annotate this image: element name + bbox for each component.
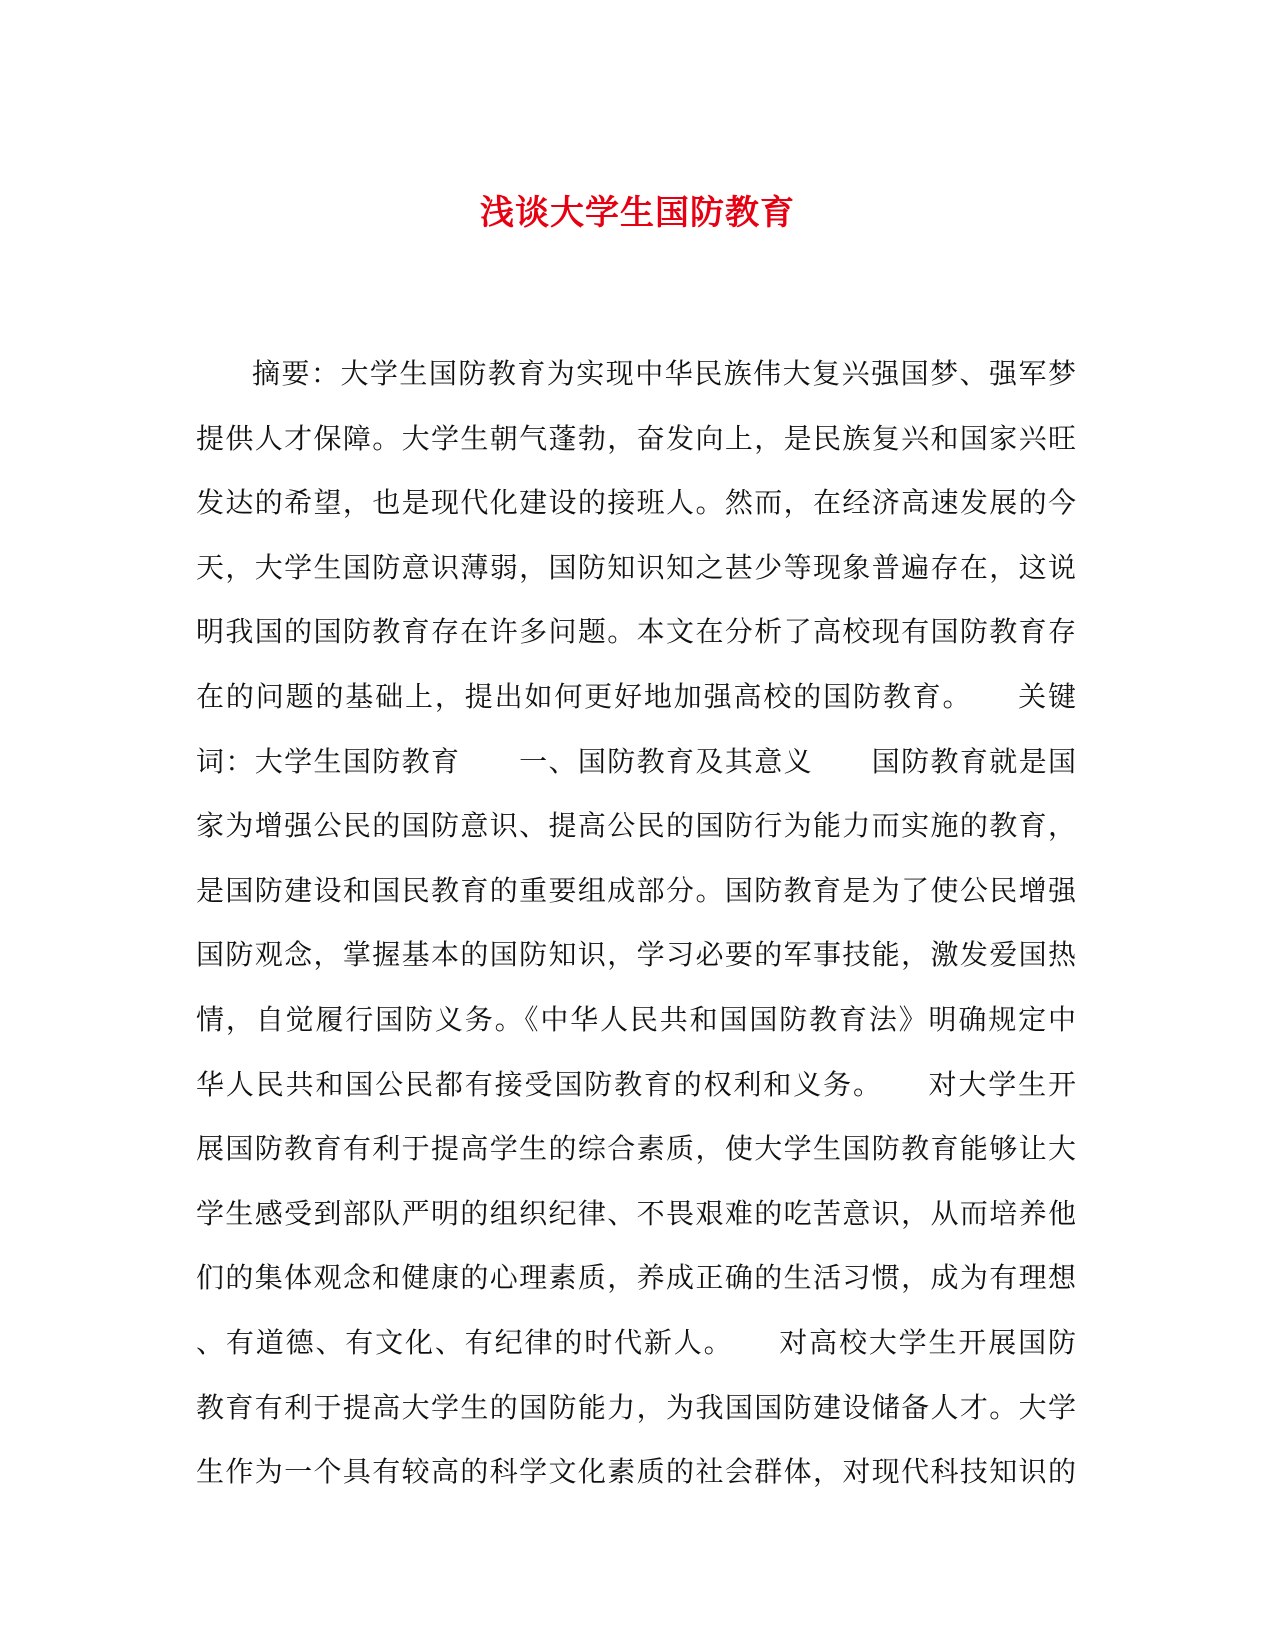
- body-line: 明我国的国防教育存在许多问题。本文在分析了高校现有国防教育存: [196, 615, 1076, 649]
- body-line: 学生感受到部队严明的组织纪律、不畏艰难的吃苦意识，从而培养他: [196, 1196, 1076, 1230]
- body-line: 国防观念，掌握基本的国防知识，学习必要的军事技能，激发爱国热: [196, 938, 1076, 972]
- body-line: 、有道德、有文化、有纪律的时代新人。 对高校大学生开展国防: [196, 1325, 1076, 1359]
- document-body: [196, 342, 1076, 1505]
- body-line: 天，大学生国防意识薄弱，国防知识知之甚少等现象普遍存在，这说: [196, 550, 1076, 584]
- body-line: 展国防教育有利于提高学生的综合素质，使大学生国防教育能够让大: [196, 1132, 1076, 1166]
- body-line: 是国防建设和国民教育的重要组成部分。国防教育是为了使公民增强: [196, 873, 1076, 907]
- body-line: 在的问题的基础上，提出如何更好地加强高校的国防教育。 关键: [196, 679, 1076, 713]
- body-line: 情，自觉履行国防义务。《中华人民共和国国防教育法》明确规定中: [196, 1002, 1076, 1036]
- body-line: 华人民共和国公民都有接受国防教育的权利和义务。 对大学生开: [196, 1067, 1076, 1101]
- body-line: 词：大学生国防教育 一、国防教育及其意义 国防教育就是国: [196, 744, 1076, 778]
- body-line: 摘要：大学生国防教育为实现中华民族伟大复兴强国梦、强军梦: [252, 357, 1076, 390]
- body-line: 们的集体观念和健康的心理素质，养成正确的生活习惯，成为有理想: [196, 1261, 1076, 1295]
- body-line: 生作为一个具有较高的科学文化素质的社会群体，对现代科技知识的: [196, 1455, 1076, 1489]
- document-title: 浅谈大学生国防教育: [480, 192, 795, 233]
- body-line: 家为增强公民的国防意识、提高公民的国防行为能力而实施的教育，: [196, 809, 1076, 843]
- body-line: 发达的希望，也是现代化建设的接班人。然而，在经济高速发展的今: [196, 486, 1076, 520]
- body-line: 教育有利于提高大学生的国防能力，为我国国防建设储备人才。大学: [196, 1390, 1076, 1424]
- body-line: 提供人才保障。大学生朝气蓬勃，奋发向上，是民族复兴和国家兴旺: [196, 421, 1076, 455]
